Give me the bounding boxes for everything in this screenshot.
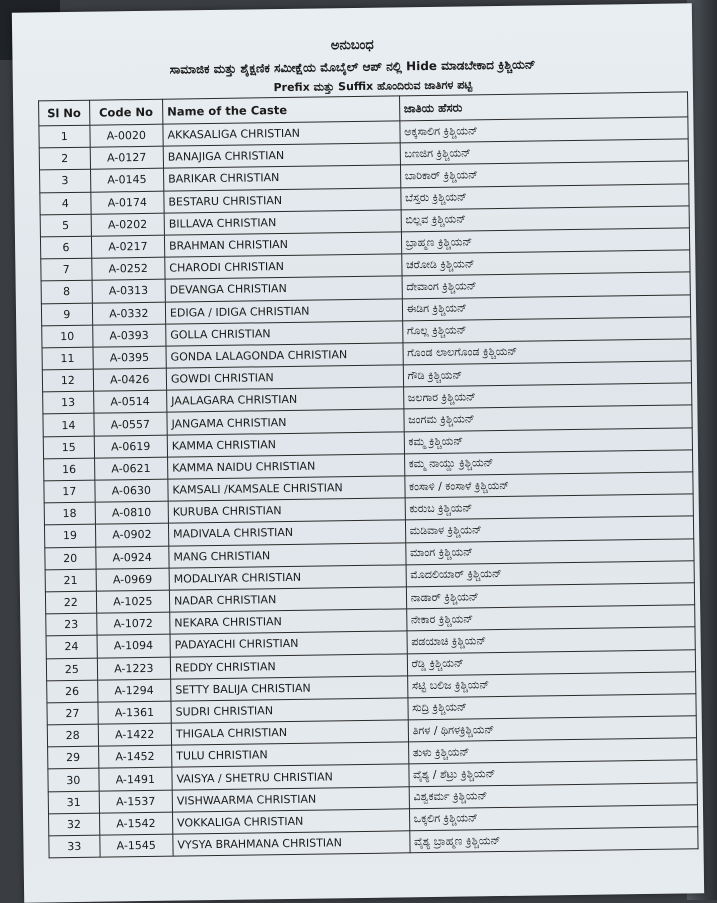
cell-code-no: A-0020 [90,124,164,147]
cell-kannada-name: ರೆಡ್ಡಿ ಕ್ರಿಶ್ಚಿಯನ್ [407,649,696,675]
cell-caste-name: DEVANGA CHRISTIAN [165,276,402,301]
document-subtitle: ಸಾಮಾಜಿಕ ಮತ್ತು ಶೈಕ್ಷಣಿಕ ಸಮೀಕ್ಷೆಯ ಮೊಬೈಲ್ ಆಪ್ ನಲ್ಲಿ Hide ಮಾಡಬೇಕಾದ ಕ್ರಿಶ್ಚಿಯನ್ [169,57,536,77]
cell-sl-no: 26 [47,680,98,703]
cell-code-no: A-0426 [93,368,167,391]
cell-caste-name: MANG CHRISTIAN [169,542,406,567]
cell-caste-name: MADIVALA CHRISTIAN [168,520,405,545]
header-code-no: Code No [89,99,163,125]
cell-caste-name: JANGAMA CHRISTIAN [167,409,404,434]
cell-kannada-name: ವೈಶ್ಯ ಬ್ರಾಹ್ಮಣ ಕ್ರಿಶ್ಚಿಯನ್ [409,827,698,853]
cell-caste-name: KAMMA CHRISTIAN [167,431,404,456]
cell-sl-no: 16 [44,458,95,481]
cell-kannada-name: ಕುರುಬ ಕ್ರಿಶ್ಚಿಯನ್ [405,494,694,520]
cell-sl-no: 9 [41,303,92,326]
cell-kannada-name: ಬಾರಿಕಾರ್ ಕ್ರಿಶ್ಚಿಯನ್ [400,161,689,187]
cell-code-no: A-0127 [90,146,164,169]
cell-caste-name: JAALAGARA CHRISTIAN [167,387,404,412]
document-subtitle-line2: Prefix ಮತ್ತು Suffix ಹೊಂದಿರುವ ಜಾತಿಗಳ ಪಟ್ಟಿ [273,78,473,95]
cell-caste-name: BARIKAR CHRISTIAN [163,165,400,190]
cell-caste-name: MODALIYAR CHRISTIAN [169,565,406,590]
cell-sl-no: 28 [47,724,98,747]
cell-caste-name: AKKASALIGA CHRISTIAN [163,121,400,146]
cell-kannada-name: ಚರೋಡಿ ಕ್ರಿಶ್ಚಿಯನ್ [401,250,690,276]
cell-caste-name: NEKARA CHRISTIAN [170,609,407,634]
cell-caste-name: BRAHMAN CHRISTIAN [164,232,401,257]
cell-kannada-name: ನಾಡಾರ್ ಕ್ರಿಶ್ಚಿಯನ್ [406,583,695,609]
cell-code-no: A-0252 [91,257,165,280]
cell-sl-no: 30 [48,769,99,792]
cell-code-no: A-1094 [97,634,171,657]
cell-code-no: A-0332 [92,302,166,325]
cell-code-no: A-0514 [93,390,167,413]
cell-code-no: A-0313 [92,279,166,302]
cell-code-no: A-0145 [90,169,164,192]
cell-sl-no: 17 [44,480,95,503]
cell-sl-no: 11 [42,347,93,370]
cell-caste-name: PADAYACHI CHRISTIAN [170,631,407,656]
cell-sl-no: 3 [40,170,91,193]
cell-kannada-name: ಪಡಯಾಚಿ ಕ್ರಿಶ್ಚಿಯನ್ [407,627,696,653]
cell-sl-no: 19 [44,525,95,548]
annexure-title: ಅನುಬಂಧ [330,37,374,54]
cell-sl-no: 27 [47,702,98,725]
caste-table [38,91,699,858]
header-sl-no: Sl No [39,100,90,126]
cell-kannada-name: ಈಡಿಗ ಕ್ರಿಶ್ಚಿಯನ್ [402,294,691,320]
cell-kannada-name: ಕಂಸಾಳಿ / ಕಂಸಾಳೆ ಕ್ರಿಶ್ಚಿಯನ್ [404,472,693,498]
cell-code-no: A-0621 [94,457,168,480]
cell-caste-name: KURUBA CHRISTIAN [168,498,405,523]
cell-caste-name: TULU CHRISTIAN [172,742,409,767]
cell-kannada-name: ಬೆಸ್ತರು ಕ್ರಿಶ್ಚಿಯನ್ [400,183,689,209]
cell-caste-name: CHARODI CHRISTIAN [165,254,402,279]
cell-sl-no: 1 [39,125,90,148]
cell-caste-name: KAMMA NAIDU CHRISTIAN [168,454,405,479]
cell-sl-no: 25 [46,658,97,681]
cell-code-no: A-1537 [99,790,173,813]
cell-code-no: A-0810 [95,501,169,524]
header-kannada-name: ಜಾತಿಯ ಹೆಸರು [399,92,688,121]
cell-sl-no: 2 [39,147,90,170]
cell-caste-name: VOKKALIGA CHRISTIAN [172,809,409,834]
cell-sl-no: 29 [48,746,99,769]
header-caste-name: Name of the Caste [163,96,400,124]
cell-kannada-name: ಮೊದಲಿಯಾರ್ ಕ್ರಿಶ್ಚಿಯನ್ [406,561,695,587]
cell-caste-name: NADAR CHRISTIAN [169,587,406,612]
cell-kannada-name: ಮಾಂಗ ಕ್ರಿಶ್ಚಿಯನ್ [405,538,694,564]
cell-caste-name: SUDRI CHRISTIAN [171,698,408,723]
cell-kannada-name: ಬ್ರಾಹ್ಮಣ ಕ್ರಿಶ್ಚಿಯನ್ [401,228,690,254]
cell-code-no: A-0630 [94,479,168,502]
cell-code-no: A-1545 [99,834,173,857]
cell-caste-name: REDDY CHRISTIAN [170,653,407,678]
cell-sl-no: 14 [43,414,94,437]
cell-code-no: A-0969 [96,568,170,591]
cell-code-no: A-0557 [94,413,168,436]
cell-kannada-name: ಅಕ್ಕಸಾಲಿಗ ಕ್ರಿಶ್ಚಿಯನ್ [400,117,689,143]
cell-sl-no: 23 [46,613,97,636]
cell-caste-name: THIGALA CHRISTIAN [171,720,408,745]
cell-sl-no: 33 [49,835,100,858]
cell-kannada-name: ಸೆಟ್ಟಿ ಬಲಿಜ ಕ್ರಿಶ್ಚಿಯನ್ [407,671,696,697]
cell-code-no: A-1223 [97,657,171,680]
cell-sl-no: 5 [40,214,91,237]
cell-code-no: A-0924 [95,546,169,569]
cell-kannada-name: ಒಕ್ಕಲಿಗ ಕ್ರಿಶ್ಚಿಯನ್ [409,805,698,831]
cell-sl-no: 10 [42,325,93,348]
cell-code-no: A-1491 [99,768,173,791]
cell-caste-name: BESTARU CHRISTIAN [164,187,401,212]
cell-sl-no: 22 [45,591,96,614]
cell-kannada-name: ಗೊಂಡ ಲಾಲಗೊಂಡ ಕ್ರಿಶ್ಚಿಯನ್ [403,339,692,365]
cell-caste-name: GOWDI CHRISTIAN [166,365,403,390]
cell-kannada-name: ಬಣಜಿಗ ಕ್ರಿಶ್ಚಿಯನ್ [400,139,689,165]
cell-sl-no: 32 [49,813,100,836]
cell-code-no: A-1422 [98,723,172,746]
cell-sl-no: 7 [41,258,92,281]
cell-sl-no: 13 [43,391,94,414]
cell-caste-name: EDIGA / IDIGA CHRISTIAN [165,298,402,323]
cell-code-no: A-0393 [92,324,166,347]
cell-kannada-name: ಗೌಡಿ ಕ್ರಿಶ್ಚಿಯನ್ [403,361,692,387]
cell-caste-name: KAMSALI /KAMSALE CHRISTIAN [168,476,405,501]
cell-code-no: A-1025 [96,590,170,613]
cell-sl-no: 6 [40,236,91,259]
cell-code-no: A-0217 [91,235,165,258]
cell-caste-name: BILLAVA CHRISTIAN [164,210,401,235]
cell-kannada-name: ಕಮ್ಮ ಕ್ರಿಶ್ಚಿಯನ್ [404,427,693,453]
cell-caste-name: BANAJIGA CHRISTIAN [163,143,400,168]
cell-code-no: A-0395 [93,346,167,369]
cell-caste-name: GONDA LALAGONDA CHRISTIAN [166,343,403,368]
cell-kannada-name: ತಿಗಳ / ಥಿಗಳಕ್ರಿಶ್ಚಿಯನ್ [408,716,697,742]
cell-sl-no: 12 [42,369,93,392]
cell-kannada-name: ಮಡಿವಾಳ ಕ್ರಿಶ್ಚಿಯನ್ [405,516,694,542]
cell-sl-no: 20 [45,547,96,570]
cell-code-no: A-0174 [90,191,164,214]
cell-kannada-name: ಬಿಲ್ಲವ ಕ್ರಿಶ್ಚಿಯನ್ [401,206,690,232]
cell-caste-name: GOLLA CHRISTIAN [166,321,403,346]
cell-sl-no: 18 [44,502,95,525]
cell-kannada-name: ಜಂಗಮ ಕ್ರಿಶ್ಚಿಯನ್ [404,405,693,431]
cell-code-no: A-1452 [98,745,172,768]
cell-code-no: A-1294 [97,679,171,702]
cell-kannada-name: ಜಲಗಾರ ಕ್ರಿಶ್ಚಿಯನ್ [403,383,692,409]
cell-sl-no: 8 [41,281,92,304]
cell-kannada-name: ದೇವಾಂಗ ಕ್ರಿಶ್ಚಿಯನ್ [402,272,691,298]
cell-caste-name: VAISYA / SHETRU CHRISTIAN [172,764,409,789]
cell-sl-no: 31 [48,791,99,814]
cell-code-no: A-0902 [95,524,169,547]
cell-code-no: A-0202 [91,213,165,236]
cell-code-no: A-0619 [94,435,168,458]
cell-caste-name: VISHWAARMA CHRISTIAN [172,786,409,811]
cell-sl-no: 4 [40,192,91,215]
cell-caste-name: VYSYA BRAHMANA CHRISTIAN [173,831,410,856]
cell-code-no: A-1542 [99,812,173,835]
cell-kannada-name: ವೈಶ್ಯ / ಶೆಟ್ರು ಕ್ರಿಶ್ಚಿಯನ್ [408,760,697,786]
cell-caste-name: SETTY BALIJA CHRISTIAN [171,676,408,701]
cell-kannada-name: ಸುದ್ರಿ ಕ್ರಿಶ್ಚಿಯನ್ [408,694,697,720]
cell-kannada-name: ಗೊಲ್ಲ ಕ್ರಿಶ್ಚಿಯನ್ [402,317,691,343]
cell-code-no: A-1072 [96,612,170,635]
document-page [12,3,704,902]
cell-sl-no: 24 [46,635,97,658]
cell-kannada-name: ಕಮ್ಮ ನಾಯ್ಡು ಕ್ರಿಶ್ಚಿಯನ್ [404,450,693,476]
cell-kannada-name: ವಿಶ್ವಕರ್ಮ ಕ್ರಿಶ್ಚಿಯನ್ [409,782,698,808]
cell-kannada-name: ತುಳು ಕ್ರಿಶ್ಚಿಯನ್ [408,738,697,764]
cell-kannada-name: ನೇಕಾರ ಕ್ರಿಶ್ಚಿಯನ್ [406,605,695,631]
cell-sl-no: 15 [43,436,94,459]
cell-sl-no: 21 [45,569,96,592]
cell-code-no: A-1361 [98,701,172,724]
